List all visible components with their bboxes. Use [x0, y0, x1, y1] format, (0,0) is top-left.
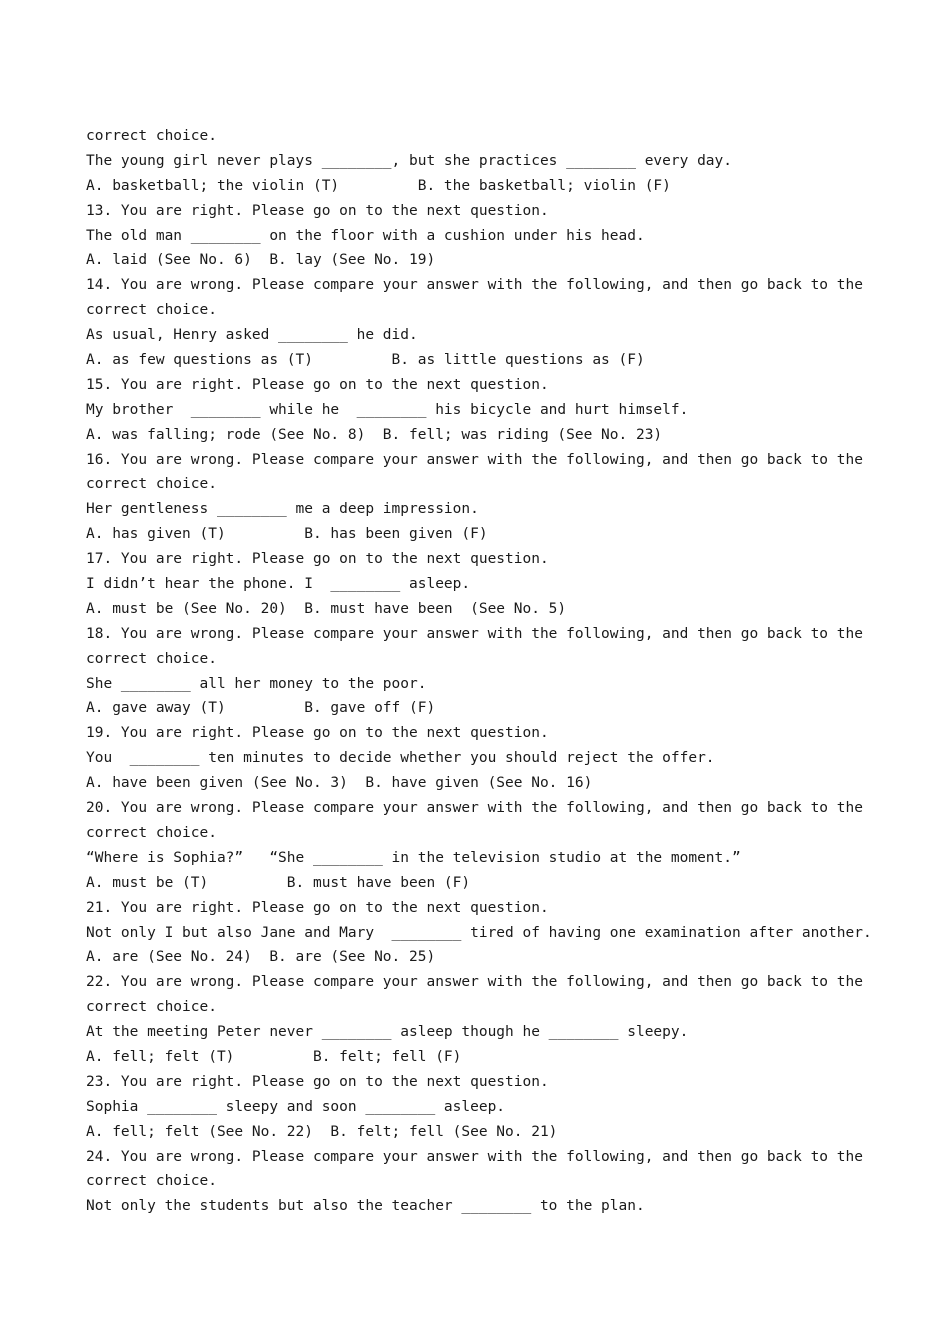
text-line: Sophia ________ sleepy and soon ________ asleep.	[86, 1098, 506, 1115]
text-line: correct choice.	[86, 999, 217, 1016]
text-line: A. must be (See No. 20) B. must have been (See No. 5)	[86, 600, 567, 617]
text-line: At the meeting Peter never ________ asleep though he ________ sleepy.	[86, 1024, 689, 1041]
text-line: My brother ________ while he ________ his bicycle and hurt himself.	[86, 401, 689, 418]
text-line: 23. You are right. Please go on to the next question.	[86, 1073, 549, 1090]
text-line: 22. You are wrong. Please compare your answer with the following, and then go back to the	[86, 974, 863, 991]
text-line: As usual, Henry asked ________ he did.	[86, 327, 418, 344]
text-line: 15. You are right. Please go on to the next question.	[86, 376, 549, 393]
text-line: A. fell; felt (See No. 22) B. felt; fell (See No. 21)	[86, 1123, 558, 1140]
text-line: A. have been given (See No. 3) B. have given (See No. 16)	[86, 775, 593, 792]
text-line: A. fell; felt (T) B. felt; fell (F)	[86, 1048, 462, 1065]
text-line: I didn’t hear the phone. I ________ asleep.	[86, 576, 471, 593]
text-line: 20. You are wrong. Please compare your answer with the following, and then go back to the	[86, 800, 863, 817]
text-line: correct choice.	[86, 128, 217, 144]
text-line: A. are (See No. 24) B. are (See No. 25)	[86, 949, 436, 966]
text-line: Not only the students but also the teacher ________ to the plan.	[86, 1198, 645, 1215]
text-line: 13. You are right. Please go on to the next question.	[86, 202, 549, 219]
text-line: 19. You are right. Please go on to the next question.	[86, 725, 549, 742]
text-line: correct choice.	[86, 650, 217, 667]
text-line: A. has given (T) B. has been given (F)	[86, 526, 488, 543]
text-line: 24. You are wrong. Please compare your answer with the following, and then go back to the	[86, 1148, 863, 1165]
text-line: Her gentleness ________ me a deep impression.	[86, 501, 479, 518]
text-line: A. basketball; the violin (T) B. the basketball; violin (F)	[86, 177, 671, 194]
text-line: The young girl never plays ________, but she practices ________ every day.	[86, 152, 733, 169]
text-line: She ________ all her money to the poor.	[86, 675, 427, 692]
text-line: The old man ________ on the floor with a cushion under his head.	[86, 227, 645, 244]
text-line: A. laid (See No. 6) B. lay (See No. 19)	[86, 252, 436, 269]
text-line: Not only I but also Jane and Mary ________ tired of having one examination after another.	[86, 924, 872, 941]
text-line: A. as few questions as (T) B. as little questions as (F)	[86, 352, 645, 369]
text-line: 21. You are right. Please go on to the next question.	[86, 899, 549, 916]
text-line: 16. You are wrong. Please compare your answer with the following, and then go back to the	[86, 451, 863, 468]
text-line: correct choice.	[86, 824, 217, 841]
text-line: A. was falling; rode (See No. 8) B. fell; was riding (See No. 23)	[86, 426, 663, 443]
text-line: “Where is Sophia?” “She ________ in the television studio at the moment.”	[86, 849, 741, 866]
text-line: correct choice.	[86, 476, 217, 493]
text-line: 14. You are wrong. Please compare your answer with the following, and then go back to the	[86, 277, 863, 294]
document-page	[86, 124, 876, 1219]
text-line: correct choice.	[86, 302, 217, 319]
text-line: A. gave away (T) B. gave off (F)	[86, 700, 436, 717]
text-line: 18. You are wrong. Please compare your answer with the following, and then go back to the	[86, 625, 863, 642]
text-line: You ________ ten minutes to decide whether you should reject the offer.	[86, 750, 715, 767]
text-line: 17. You are right. Please go on to the next question.	[86, 551, 549, 568]
text-line: correct choice.	[86, 1173, 217, 1190]
text-line: A. must be (T) B. must have been (F)	[86, 874, 471, 891]
